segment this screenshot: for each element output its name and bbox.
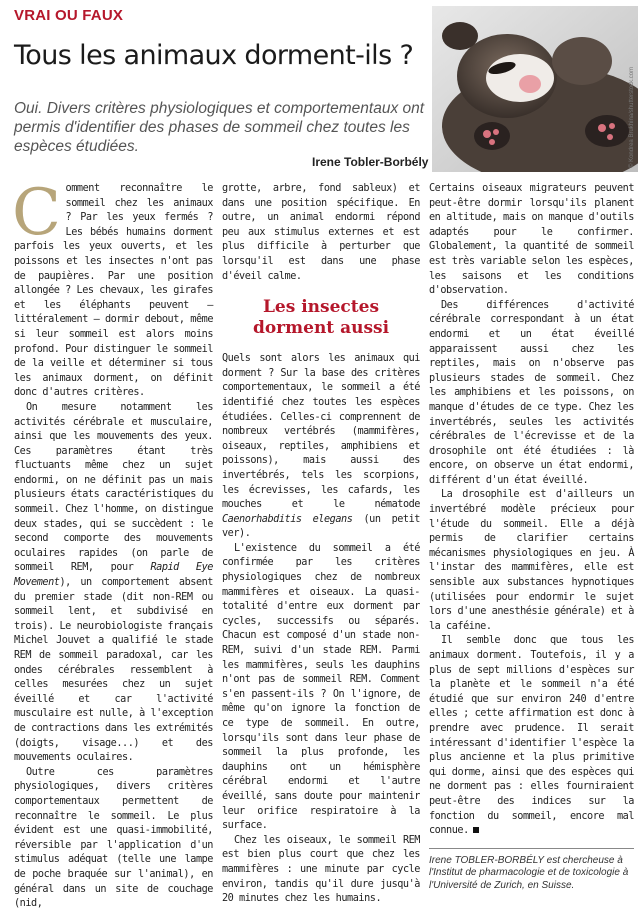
- article-title: Tous les animaux dorment-ils ?: [14, 40, 414, 71]
- paragraph: Comment reconnaître le sommeil chez les animaux ? Par les yeux fermés ? Les bébés humains dorment parfois les yeux ouverts, et les poissons et les insectes n'ont pas de paupières. Par une position allongée ? Les chevaux, les girafes et les éléphants peuvent – littéralement – dormir debout, même si leur sommeil est alors moins profond. Pour distinguer le sommeil de la veille et déterminer si tous les animaux dorment, on définit donc d'autres critères.: [12, 176, 213, 399]
- photo-credit: © Kondrea Brukhina/shutterstock.com: [629, 66, 635, 168]
- paragraph: L'existence du sommeil a été confirmée par les critères physiologiques chez de nombreux mammifères et oiseaux. La quasi-totalité d'entre eux dorment par cycles, successifs ou séparés. Chacun est composé d'un stade non-REM, suivi d'un stade REM. Parmi les mammifères, seuls les dauphins n'ont pas de sommeil REM. Comment s'en passent-ils ? On l'ignore, de même qu'on ignore la fonction de ce type de sommeil. En outre, lorsqu'ils sont dans leur phase de sommeil la plus profonde, les dauphins ont un hémisphère cérébral endormi et l'autre éveillé, sans doute pour maintenir leur orifice respiratoire à la surface.: [222, 542, 420, 832]
- article-byline: Irene Tobler-Borbély: [312, 155, 429, 169]
- article-column-1: [12, 176, 213, 912]
- paragraph: grotte, arbre, fond sableux) et dans une position spécifique. En outre, un animal endormi répond peu aux stimulus externes et est plus difficile à perturber que lorsqu'il est dans une phase d'éveil calme.: [222, 183, 420, 282]
- paragraph: Il semble donc que tous les animaux dorment. Toutefois, il y a plus de sept millions d'espèces sur la planète et le sommeil n'a été étudié que sur environ 240 d'entre elles ; cette affirmation est donc à prendre avec prudence. Il serait intéressant d'identifier l'espèce la plus ancienne et la plus primitive qui dorme, ainsi que des espèces qui ne dorment pas : elles fourniraient peut-être des indices sur la fonction du sommeil, encore mal connue.: [429, 635, 634, 837]
- paragraph: Quels sont alors les animaux qui dorment ? Sur la base des critères comportementaux, le sommeil a été identifié chez toutes les espèces étudiées. Celles-ci comprennent de nombreux vertébrés (mammifères, oiseaux, reptiles, amphibiens et poissons), mais aussi des invertébrés, tels les scorpions, les écrevisses, les cafards, les mouches et le nématode Caenorhabditis elegans (un petit ver).: [222, 353, 420, 540]
- drop-cap: C: [12, 176, 61, 250]
- end-of-article-mark: [473, 827, 479, 833]
- article-column-3: [429, 182, 634, 892]
- paragraph: Chez les oiseaux, le sommeil REM est bien plus court que chez les mammifères : une minute par cycle environ, tandis qu'il dure jusqu'à 20 minutes chez les humains.: [222, 834, 420, 905]
- paragraph: La drosophile est d'ailleurs un invertébré modèle précieux pour l'étude du sommeil. Elle a déjà permis de clarifier certains mécanismes physiologiques en jeu. À l'instar des mammifères, elle est sensible aux substances hypnotiques (utilisées pour endormir le sujet lors d'une anesthésie générale) et à la caféine.: [429, 489, 634, 632]
- paragraph: Des différences d'activité cérébrale correspondant à un état endormi et un état éveillé apparaissent aussi chez les reptiles, mais on n'observe pas plusieurs stades de sommeil. Chez les amphibiens et les poissons, on manque d'études de ce type. Chez les invertébrés, seules les activités cérébrales de l'écrevisse et de la drosophile ont été étudiées : là encore, on observe un état endormi, différent d'un état éveillé.: [429, 299, 634, 486]
- paragraph: On mesure notamment les activités cérébrale et musculaire, ainsi que les mouvements des yeux. Ces paramètres étant très fluctuants même chez un sujet endormi, on ne définit pas un mais plusieurs états caractéristiques du sommeil. Chez l'homme, on distingue deux stades, qui se succèdent : le second comporte des mouvements oculaires rapides (on parle de sommeil REM, pour Rapid Eye Movement), un comportement absent du premier stade (dit non-REM ou sommeil lent, et subdivisé en trois). Le neurobiologiste français Michel Jouvet a qualifié le stade REM de sommeil paradoxal, car les ondes cérébrales ressemblent à celles mesurées chez un sujet éveillé et car l'activité musculaire est nulle, à l'exception de contractions dans les extrémités (doigts, visage...) et des mouvements oculaires.: [14, 401, 213, 764]
- section-kicker: VRAI OU FAUX: [14, 7, 124, 24]
- subheading: Les insectes dorment aussi: [252, 297, 390, 339]
- paragraph: Outre ces paramètres physiologiques, divers critères comportementaux permettent de reconnaître le sommeil. Le plus évident est une quasi-immobilité, réversible par l'application d'un stimulus adéquat (telle une lampe de poche braquée sur l'animal), en général dans un site de couchage (nid,: [14, 766, 213, 910]
- paragraph: Certains oiseaux migrateurs peuvent peut-être dormir lorsqu'ils planent en altitude, mais on manque d'outils adaptés pour le confirmer. Globalement, la quantité de sommeil est très variable selon les espèces, les saisons et les conditions d'observation.: [429, 183, 634, 297]
- article-column-2: [222, 182, 420, 907]
- divider: [429, 848, 634, 849]
- article-lede: Oui. Divers critères physiologiques et comportementaux ont permis d'identifier des phases de sommeil chez toutes les espèces étudiées.: [14, 100, 425, 155]
- author-bio: Irene TOBLER-BORBÉLY est chercheuse à l'Institut de pharmacologie et de toxicologie à l'Université de Zurich, en Suisse.: [429, 854, 629, 891]
- sleeping-ferret-photo: [432, 6, 638, 172]
